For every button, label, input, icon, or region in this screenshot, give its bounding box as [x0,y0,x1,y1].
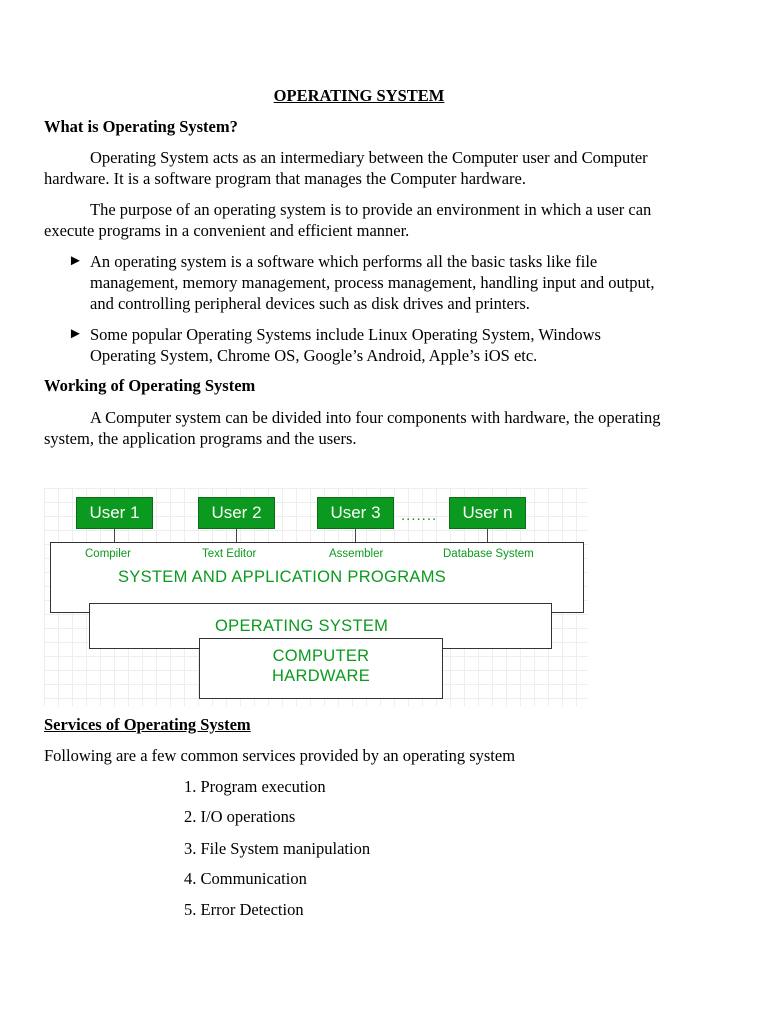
user-1-box: User 1 [76,497,153,529]
os-layers-diagram [44,488,588,706]
bullet-arrow-icon: ► [68,326,83,342]
program-label-compiler: Compiler [85,548,132,560]
bullet-item [68,324,668,366]
user-2-box: User 2 [198,497,275,529]
connector-line [355,528,356,542]
bullet-text: An operating system is a software which performs all the basic tasks like file management, memory management, process management, handling input and output, and controlling peripheral devices such as disk drives and printers. [90,252,655,313]
users-ellipsis: ....... [401,507,438,524]
programs-layer-title: SYSTEM AND APPLICATION PROGRAMS [118,568,447,586]
connector-line [236,528,237,542]
services-intro: Following are a few common services provided by an operating system [44,746,516,765]
service-item: 2. I/O operations [184,807,296,826]
hardware-layer-title [200,646,442,686]
bullet-text: Some popular Operating Systems include Linux Operating System, Windows Operating System, Chrome OS, Google’s Android, Apple’s iOS etc. [90,325,601,365]
heading-what-is-os: What is Operating System? [44,117,238,136]
service-item: 5. Error Detection [184,900,304,919]
paragraph-purpose: The purpose of an operating system is to provide an environment in which a user can execute programs in a convenient and efficient manner. [44,200,652,240]
heading-services: Services of Operating System [44,715,251,734]
hardware-title-line-1: COMPUTER [272,647,370,665]
hardware-title-line-2: HARDWARE [271,667,371,685]
bullet-item [68,251,668,314]
connector-line [114,528,115,542]
user-3-box: User 3 [317,497,394,529]
service-item: 1. Program execution [184,777,326,796]
heading-working-of-os: Working of Operating System [44,376,256,395]
os-layer-title: OPERATING SYSTEM [215,617,389,635]
program-label-assembler: Assembler [329,548,384,560]
user-n-box: User n [449,497,526,529]
connector-line [487,528,488,542]
computer-hardware-layer [199,638,443,699]
program-label-database-system: Database System [443,548,534,560]
paragraph-intermediary: Operating System acts as an intermediary between the Computer user and Computer hardware. It is a software program that manages the Computer hardware. [44,148,648,188]
bullet-arrow-icon: ► [68,253,83,269]
page-title: OPERATING SYSTEM [273,86,445,105]
program-label-text-editor: Text Editor [202,548,257,560]
service-item: 3. File System manipulation [184,839,371,858]
paragraph-components: A Computer system can be divided into four components with hardware, the operating system, the application programs and the users. [44,408,661,448]
service-item: 4. Communication [184,869,307,888]
